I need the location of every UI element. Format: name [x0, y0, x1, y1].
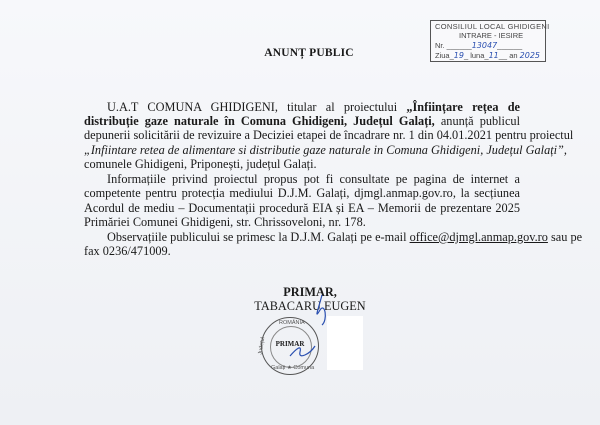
project-name-bold: distribuție gaze naturale în Comuna Ghidigeni, Județul Galați, — [84, 114, 435, 128]
stamp-nr-value: 13047 — [471, 41, 498, 50]
stamp-line2: INTRARE - IESIRE — [459, 31, 524, 40]
body-line: comunele Ghidigeni, Priponești, județul Galați. — [84, 157, 317, 171]
body-line: Primăriei Comunei Ghidigeni, str. Chrissoveloni, nr. 178. — [84, 215, 366, 229]
body-line: depunerii solicitării de revizuire a Deciziei etapei de încadrare nr. 1 din 04.01.2021 pentru proiectul — [84, 128, 574, 142]
body-line — [84, 143, 567, 157]
body-line: fax 0236/471009. — [84, 244, 171, 258]
stamp-nr-label: Nr. — [435, 41, 445, 50]
seal-bottom-text: Galați ★ Comuna — [271, 365, 315, 371]
stamp-nr-row: Nr. ______13047______ — [435, 41, 523, 50]
stamp-month-label: luna — [470, 51, 485, 60]
project-name-bold: „Înființare rețea de — [406, 100, 520, 114]
stamp-month-value: 11 — [488, 51, 499, 60]
body-line — [107, 100, 520, 114]
stamp-date-row: Ziua_19_ luna_11__ an 2025 — [435, 51, 540, 60]
body-line: competente pentru protecția mediului D.J.M. Galați, djmgl.anmap.gov.ro, la secțiunea — [84, 186, 520, 200]
stamp-line1: CONSILIUL LOCAL GHIDIGENI — [435, 22, 550, 31]
seal-top-text: ROMÂNIA — [279, 320, 305, 326]
text: anunță publicul — [440, 114, 520, 128]
seal-center-text: PRIMAR — [275, 340, 305, 348]
text: Observațiile publicului se primesc la D.J.M. Galați pe e-mail — [107, 230, 410, 244]
stamp-day-value: 19 — [453, 51, 464, 60]
project-name-italic: „Infiintare retea de alimentare si distributie gaze naturale in Comuna Ghidigeni, Județul Galați”, — [84, 143, 567, 157]
signature-name: TABACARU EUGEN — [254, 299, 366, 313]
stamp-day-label: Ziua — [435, 51, 450, 60]
body-line — [107, 230, 583, 244]
body-line — [84, 114, 520, 128]
text: sau pe — [547, 230, 583, 244]
signature-role: PRIMAR, — [283, 285, 337, 299]
body-line: Acordul de mediu – Documentații procedură EIA și EA – Memorii de prezentare 2025 — [84, 201, 520, 215]
body-line: Informațiile privind proiectul propus pot fi consultate pe pagina de internet a — [107, 172, 520, 186]
text: U.A.T COMUNA GHIDIGENI, titular al proiectului — [107, 100, 407, 114]
redacted-area — [327, 316, 363, 370]
stamp-year-value: 2025 — [519, 51, 540, 60]
page-title: ANUNȚ PUBLIC — [264, 47, 354, 59]
seal-left-text: Județul — [257, 336, 267, 356]
email-link[interactable]: office@djmgl.anmap.gov.ro — [409, 230, 548, 244]
stamp-year-label: an — [509, 51, 518, 60]
